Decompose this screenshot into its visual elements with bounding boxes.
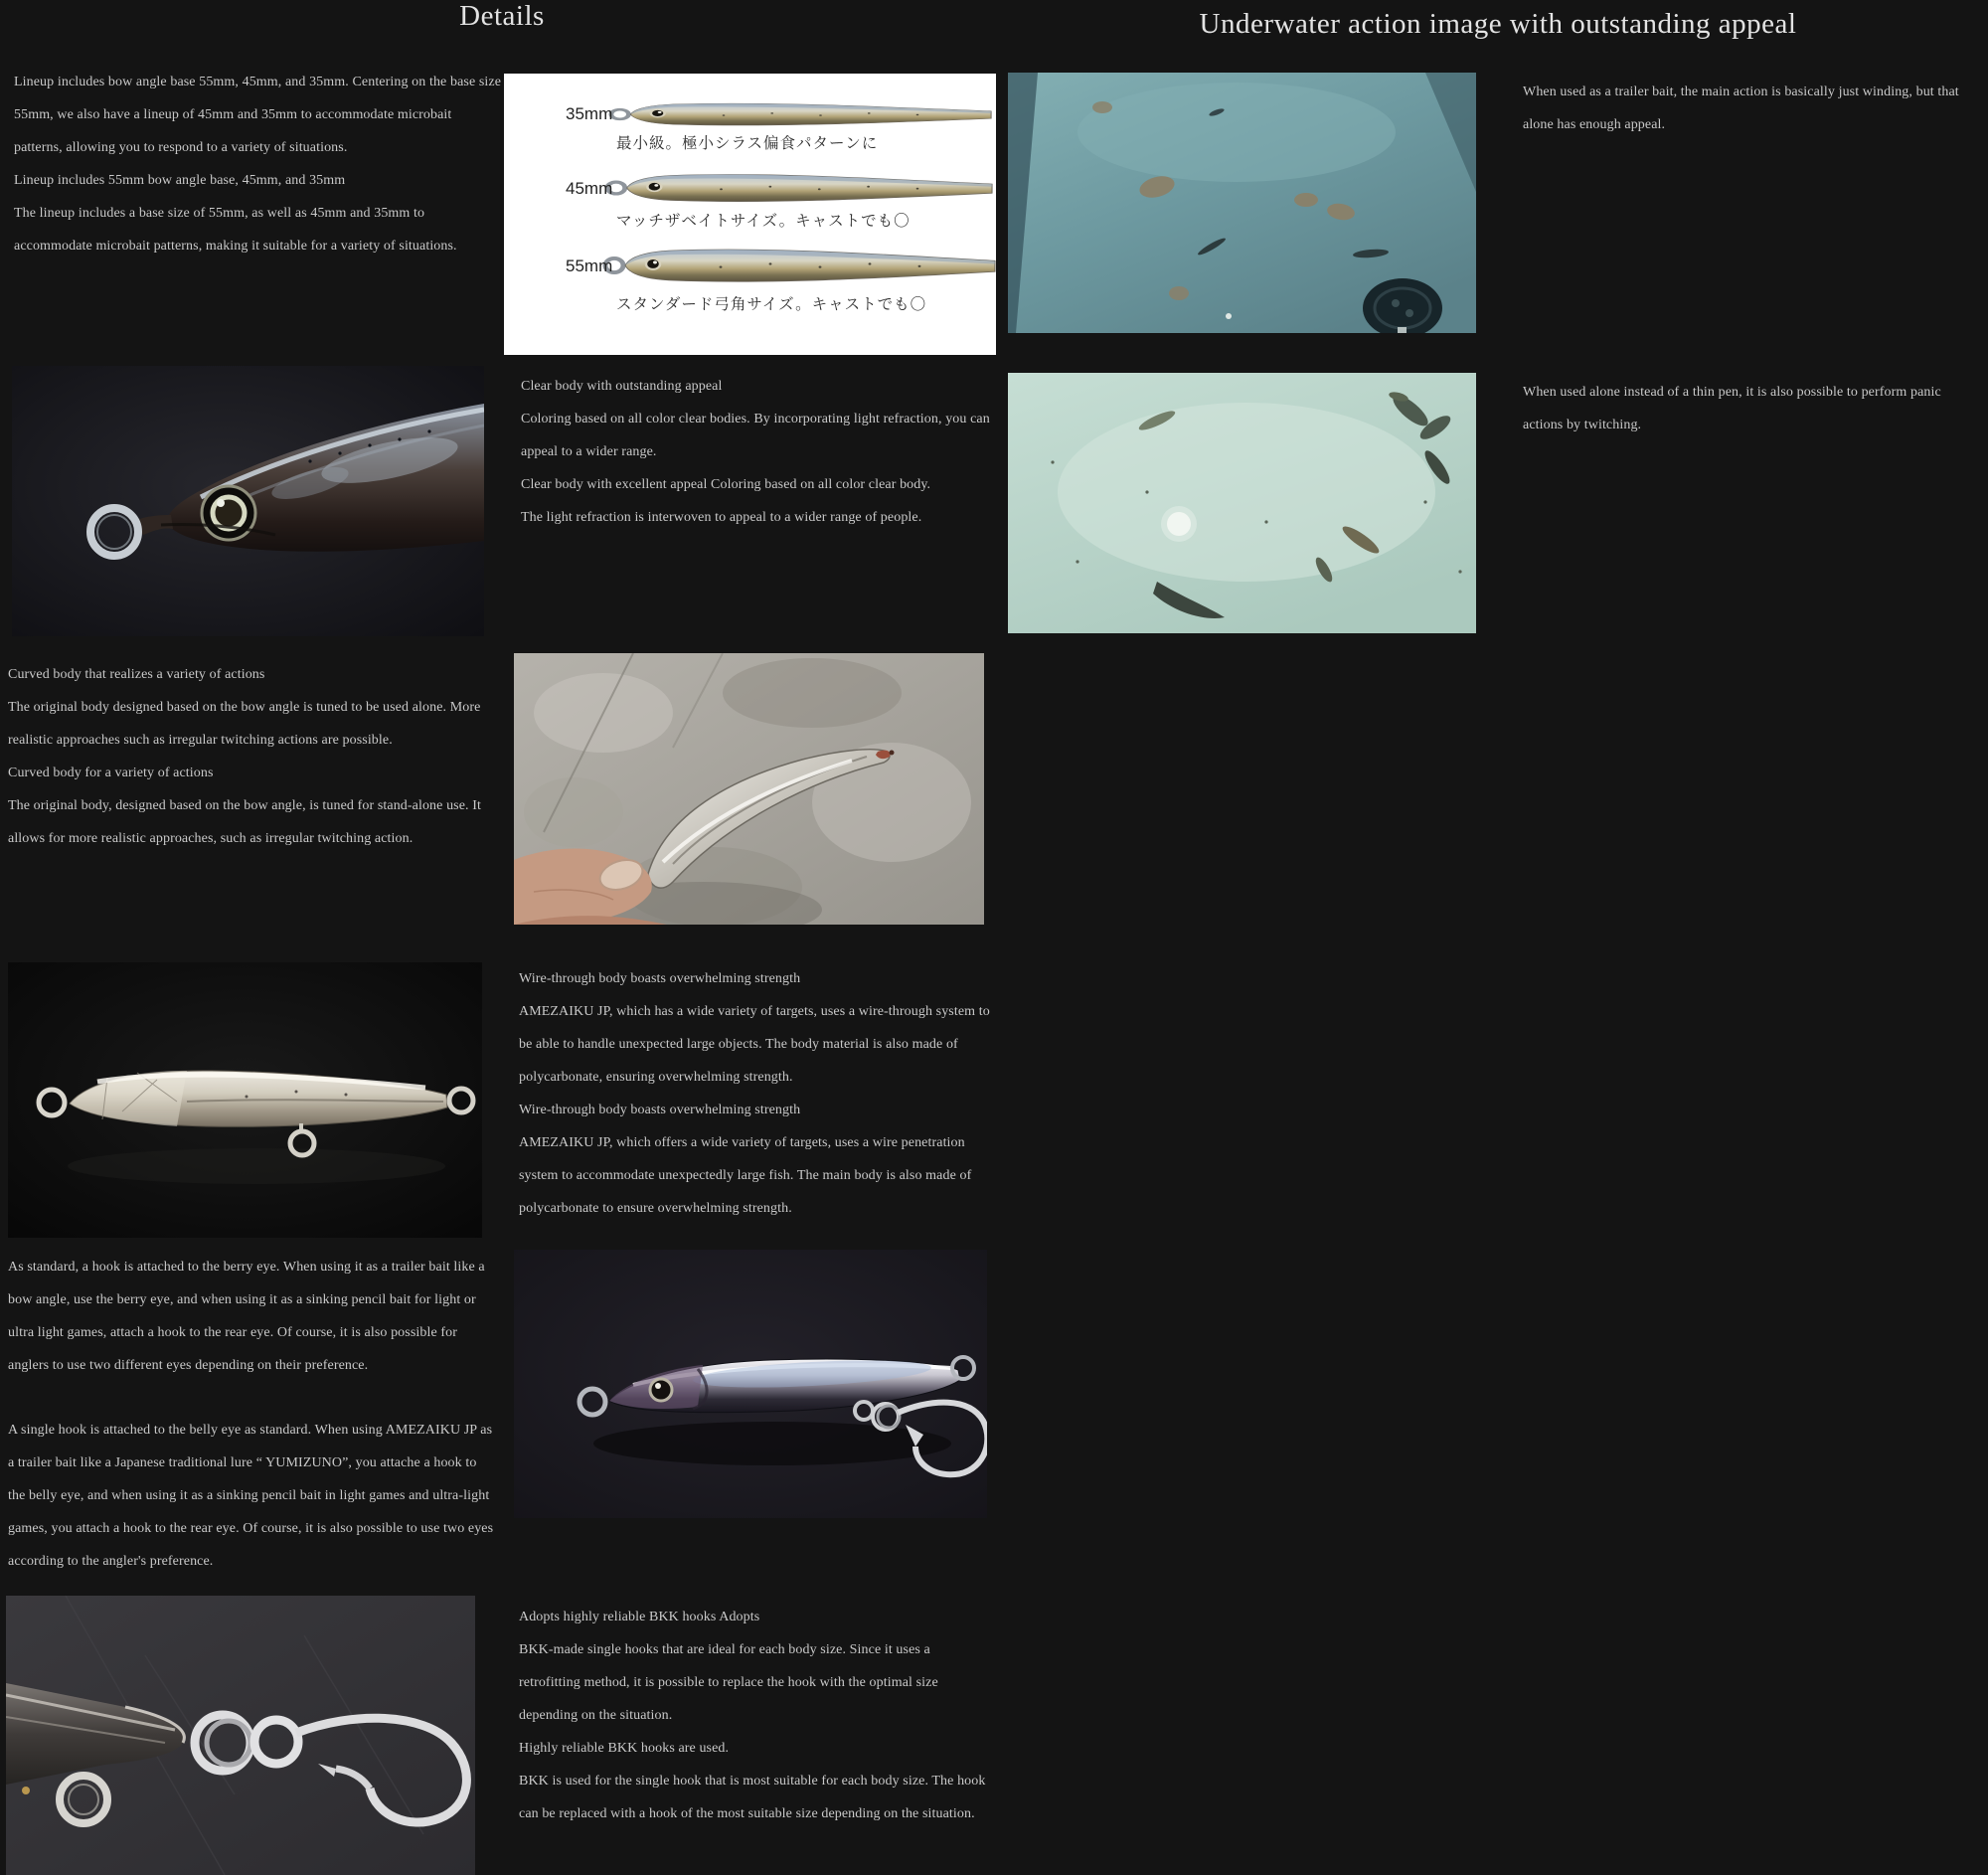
underwater-photo-2 xyxy=(1008,373,1476,633)
bkk-paragraph-2: BKK-made single hooks that are ideal for each body size. Since it uses a retrofitting method, it is possible to replace the hook with the optimal size depending on the situation. xyxy=(519,1642,938,1723)
trailer-text xyxy=(1523,76,1980,141)
hook-standard-text xyxy=(8,1251,495,1382)
wire-paragraph-1: Wire-through body boasts overwhelming strength xyxy=(519,971,801,986)
caption-55mm: スタンダード弓角サイズ。キャストでも〇 xyxy=(616,296,927,313)
hook-macro-photo xyxy=(6,1596,475,1875)
lure-55mm-illustration xyxy=(601,241,996,290)
lure-45mm-illustration xyxy=(603,167,996,209)
underwater-photo-1 xyxy=(1008,73,1476,333)
curved-paragraph-4: The original body, designed based on the bow angle, is tuned for stand-alone use. It allows for more realistic approaches, such as irregular twitching action. xyxy=(8,798,481,846)
lineup-text xyxy=(14,66,503,262)
clear-body-text xyxy=(521,370,996,534)
clear-body-paragraph-1: Clear body with outstanding appeal xyxy=(521,379,723,394)
trailer-paragraph: When used as a trailer bait, the main action is basically just winding, but that alone has enough appeal. xyxy=(1523,85,1959,132)
hook-single-paragraph: A single hook is attached to the belly eye as standard. When using AMEZAIKU JP as a trailer bait like a Japanese traditional lure “ YUMIZUNO”, you attache a hook to the belly eye, and when using it as a sinking pencil bait in light games and ultra-light games, you attach a hook to the rear eye. Of course, it is also possible to use two eyes according to the angler's preference. xyxy=(8,1423,494,1569)
curved-paragraph-1: Curved body that realizes a variety of actions xyxy=(8,667,265,682)
size-label-35mm: 35mm xyxy=(566,104,613,123)
twitch-paragraph: When used alone instead of a thin pen, it is also possible to perform panic actions by twitching. xyxy=(1523,385,1941,432)
twitch-text xyxy=(1523,376,1980,441)
wire-paragraph-4: AMEZAIKU JP, which offers a wide variety of targets, uses a wire penetration system to accommodate unexpectedly large fish. The main body is also made of polycarbonate to ensure overwhelming strength. xyxy=(519,1135,972,1216)
bkk-text xyxy=(519,1601,994,1830)
wire-paragraph-3: Wire-through body boasts overwhelming strength xyxy=(519,1103,801,1117)
size-label-55mm: 55mm xyxy=(566,256,613,275)
clear-body-paragraph-3: Clear body with excellent appeal Coloring based on all color clear body. xyxy=(521,477,931,492)
hand-holding-lure-photo xyxy=(514,653,984,925)
silver-lure-hook-photo xyxy=(514,1250,987,1518)
lineup-paragraph-3: The lineup includes a base size of 55mm, as well as 45mm and 35mm to accommodate microbait patterns, making it suitable for a variety of situations. xyxy=(14,206,457,254)
curved-paragraph-3: Curved body for a variety of actions xyxy=(8,766,214,780)
wire-through-text xyxy=(519,962,994,1225)
bkk-paragraph-3: Highly reliable BKK hooks are used. xyxy=(519,1741,730,1756)
bkk-paragraph-4: BKK is used for the single hook that is most suitable for each body size. The hook can be replaced with a hook of the most suitable size depending on the situation. xyxy=(519,1774,986,1821)
curved-paragraph-2: The original body designed based on the bow angle is tuned to be used alone. More realistic approaches such as irregular twitching actions are possible. xyxy=(8,700,481,748)
clear-body-paragraph-4: The light refraction is interwoven to appeal to a wider range of people. xyxy=(521,510,922,525)
product-size-diagram xyxy=(504,74,996,355)
wire-paragraph-2: AMEZAIKU JP, which has a wide variety of targets, uses a wire-through system to be able to handle unexpected large objects. The body material is also made of polycarbonate, ensuring overwhelming strength. xyxy=(519,1004,990,1085)
hook-standard-paragraph: As standard, a hook is attached to the berry eye. When using it as a trailer bait like a bow angle, use the berry eye, and when using it as a sinking pencil bait for light or ultra light games, attach a hook to the rear eye. Of course, it is also possible for anglers to use two different eyes depending on their preference. xyxy=(8,1260,485,1373)
curved-body-text xyxy=(8,658,497,855)
caption-35mm: 最小級。極小シラス偏食パターンに xyxy=(616,135,879,152)
lure-head-macro-photo xyxy=(12,366,484,636)
clear-lure-photo xyxy=(8,962,482,1238)
caption-45mm: マッチザベイトサイズ。キャストでも〇 xyxy=(616,213,911,230)
size-label-45mm: 45mm xyxy=(566,179,613,198)
underwater-title: Underwater action image with outstanding appeal xyxy=(1199,8,1797,40)
details-title: Details xyxy=(459,0,545,32)
hook-single-text xyxy=(8,1414,495,1578)
clear-body-paragraph-2: Coloring based on all color clear bodies. By incorporating light refraction, you can appeal to a wider range. xyxy=(521,412,990,459)
bkk-paragraph-1: Adopts highly reliable BKK hooks Adopts xyxy=(519,1610,760,1624)
lure-35mm-illustration xyxy=(607,97,995,131)
lineup-paragraph-2: Lineup includes 55mm bow angle base, 45mm, and 35mm xyxy=(14,173,346,188)
lineup-paragraph-1: Lineup includes bow angle base 55mm, 45mm, and 35mm. Centering on the base size 55mm, we also have a lineup of 45mm and 35mm to accommodate microbait patterns, allowing you to respond to a variety of situations. xyxy=(14,75,502,155)
